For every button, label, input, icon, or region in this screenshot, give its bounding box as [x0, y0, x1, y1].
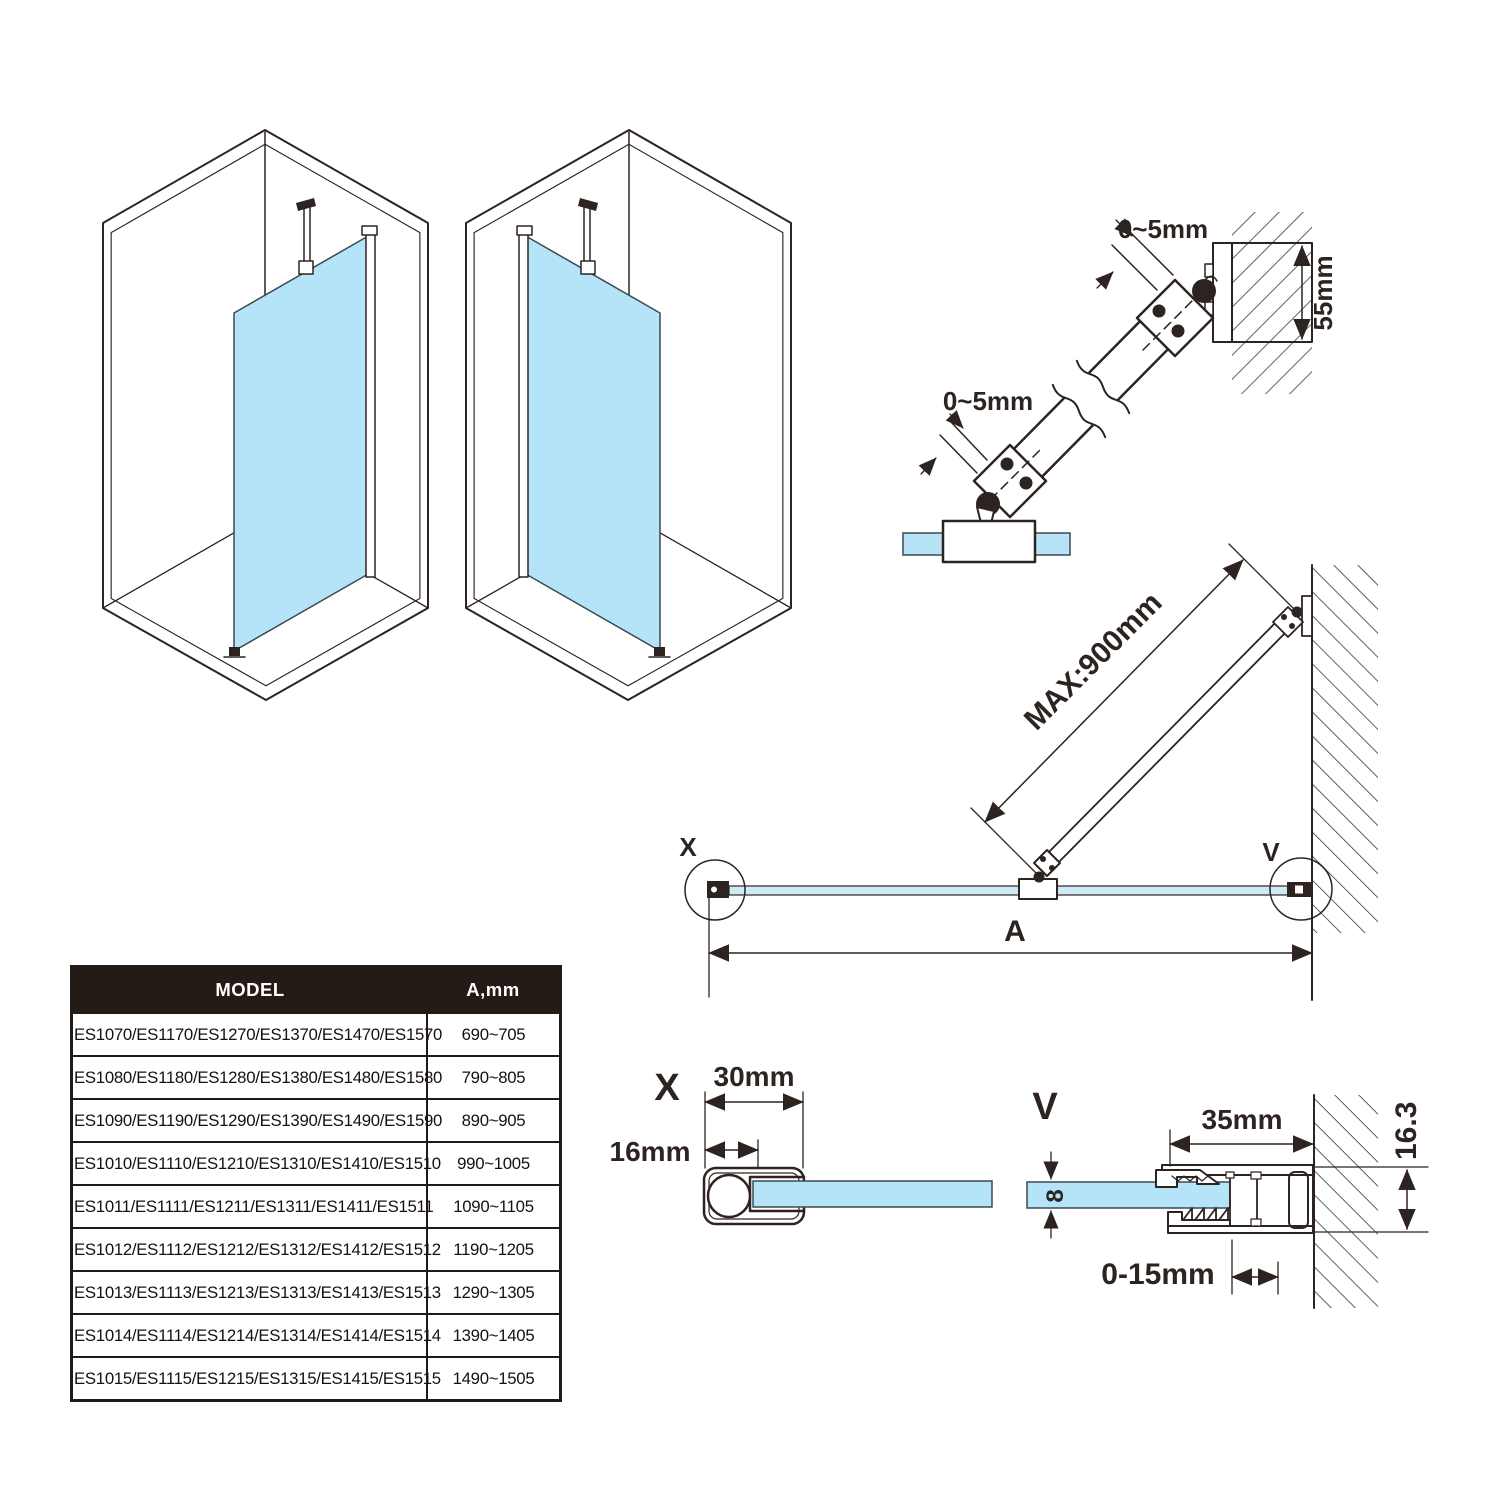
table-row	[72, 1314, 561, 1357]
lower-swivel-bracket	[974, 445, 1046, 517]
wall-hatching	[1232, 212, 1312, 394]
dim-label-gap-top: 0~5mm	[1117, 214, 1209, 244]
wall-profile-cap	[362, 226, 377, 235]
plan-label-v: V	[1262, 837, 1280, 867]
table-row	[72, 1142, 561, 1185]
model-cell: ES1090/ES1190/ES1290/ES1390/ES1490/ES1590	[72, 1099, 428, 1142]
dim-label-35mm: 35mm	[1201, 1104, 1283, 1135]
table-row	[72, 1271, 561, 1314]
end-profile-hole	[711, 887, 717, 893]
plan-label-x: X	[679, 832, 697, 862]
table-row	[72, 1056, 561, 1099]
ext-line	[1229, 544, 1297, 612]
a-cell: 1290~1305	[427, 1271, 561, 1314]
a-cell: 690~705	[427, 1013, 561, 1056]
a-cell: 1490~1505	[427, 1357, 561, 1401]
pivot-bolt	[1192, 279, 1216, 303]
upper-swivel-bracket	[1137, 276, 1217, 356]
ext-line	[971, 808, 1039, 876]
dim-label-gap-bottom: 0~5mm	[942, 386, 1034, 416]
wall-hatching	[1312, 565, 1378, 933]
a-cell: 1190~1205	[427, 1228, 561, 1271]
model-cell: ES1013/ES1113/ES1213/ES1313/ES1413/ES1513	[72, 1271, 428, 1314]
iso-shower-enclosure-right	[466, 130, 791, 700]
a-cell: 1390~1405	[427, 1314, 561, 1357]
a-cell: 790~805	[427, 1056, 561, 1099]
model-cell: ES1080/ES1180/ES1280/ES1380/ES1480/ES1580	[72, 1056, 428, 1099]
column-header-model: MODEL	[72, 967, 428, 1014]
a-cell: 1090~1105	[427, 1185, 561, 1228]
dim-label-16-3: 16.3	[1390, 1101, 1423, 1160]
table-row	[72, 1357, 561, 1401]
dim-label-max-length: MAX:900mm	[1017, 585, 1169, 737]
dim-label-16mm: 16mm	[609, 1136, 691, 1167]
glass-panel-plan	[729, 886, 1289, 895]
column-header-a: A,mm	[427, 967, 561, 1014]
model-cell: ES1014/ES1114/ES1214/ES1314/ES1414/ES1514	[72, 1314, 428, 1357]
model-cell: ES1010/ES1110/ES1210/ES1310/ES1410/ES1510	[72, 1142, 428, 1185]
table-header-row	[72, 967, 561, 1014]
end-profile-x	[707, 881, 729, 898]
model-cell: ES1011/ES1111/ES1211/ES1311/ES1411/ES1511	[72, 1185, 428, 1228]
dim-label-a: A	[1004, 915, 1026, 948]
model-table	[70, 965, 562, 1402]
dim-label-adjust-range: 0-15mm	[1101, 1258, 1215, 1291]
dim-label-30mm: 30mm	[713, 1061, 795, 1092]
glass-clamp-block	[943, 521, 1035, 562]
detail-v-title: V	[1032, 1086, 1058, 1128]
wall-profile-slot	[1295, 886, 1303, 894]
table-row	[72, 1099, 561, 1142]
a-cell: 990~1005	[427, 1142, 561, 1185]
wall-hatching	[1314, 1095, 1378, 1308]
dim-label-55mm: 55mm	[1308, 255, 1338, 331]
detail-v	[1027, 1086, 1428, 1308]
wall-profile	[366, 231, 375, 577]
model-cell: ES1070/ES1170/ES1270/ES1370/ES1470/ES1570	[72, 1013, 428, 1056]
dim-max-length-arrow	[985, 560, 1243, 822]
table-row	[72, 1228, 561, 1271]
iso-shower-enclosure-left	[103, 130, 428, 700]
profile-tube-bore	[708, 1175, 750, 1217]
model-cell: ES1015/ES1115/ES1215/ES1315/ES1415/ES1515	[72, 1357, 428, 1401]
table-row	[72, 1013, 561, 1056]
plate-nub-top	[1205, 264, 1213, 277]
glass-panel-section	[753, 1181, 992, 1207]
gap-callout-top	[1097, 214, 1208, 290]
table-row	[72, 1185, 561, 1228]
detail-x-title: X	[654, 1067, 680, 1109]
detail-x	[610, 1061, 992, 1224]
model-cell: ES1012/ES1112/ES1212/ES1312/ES1412/ES1512	[72, 1228, 428, 1271]
dim-label-glass-thickness: 8	[1042, 1189, 1069, 1203]
support-bar-detail	[903, 212, 1338, 562]
a-cell: 890~905	[427, 1099, 561, 1142]
